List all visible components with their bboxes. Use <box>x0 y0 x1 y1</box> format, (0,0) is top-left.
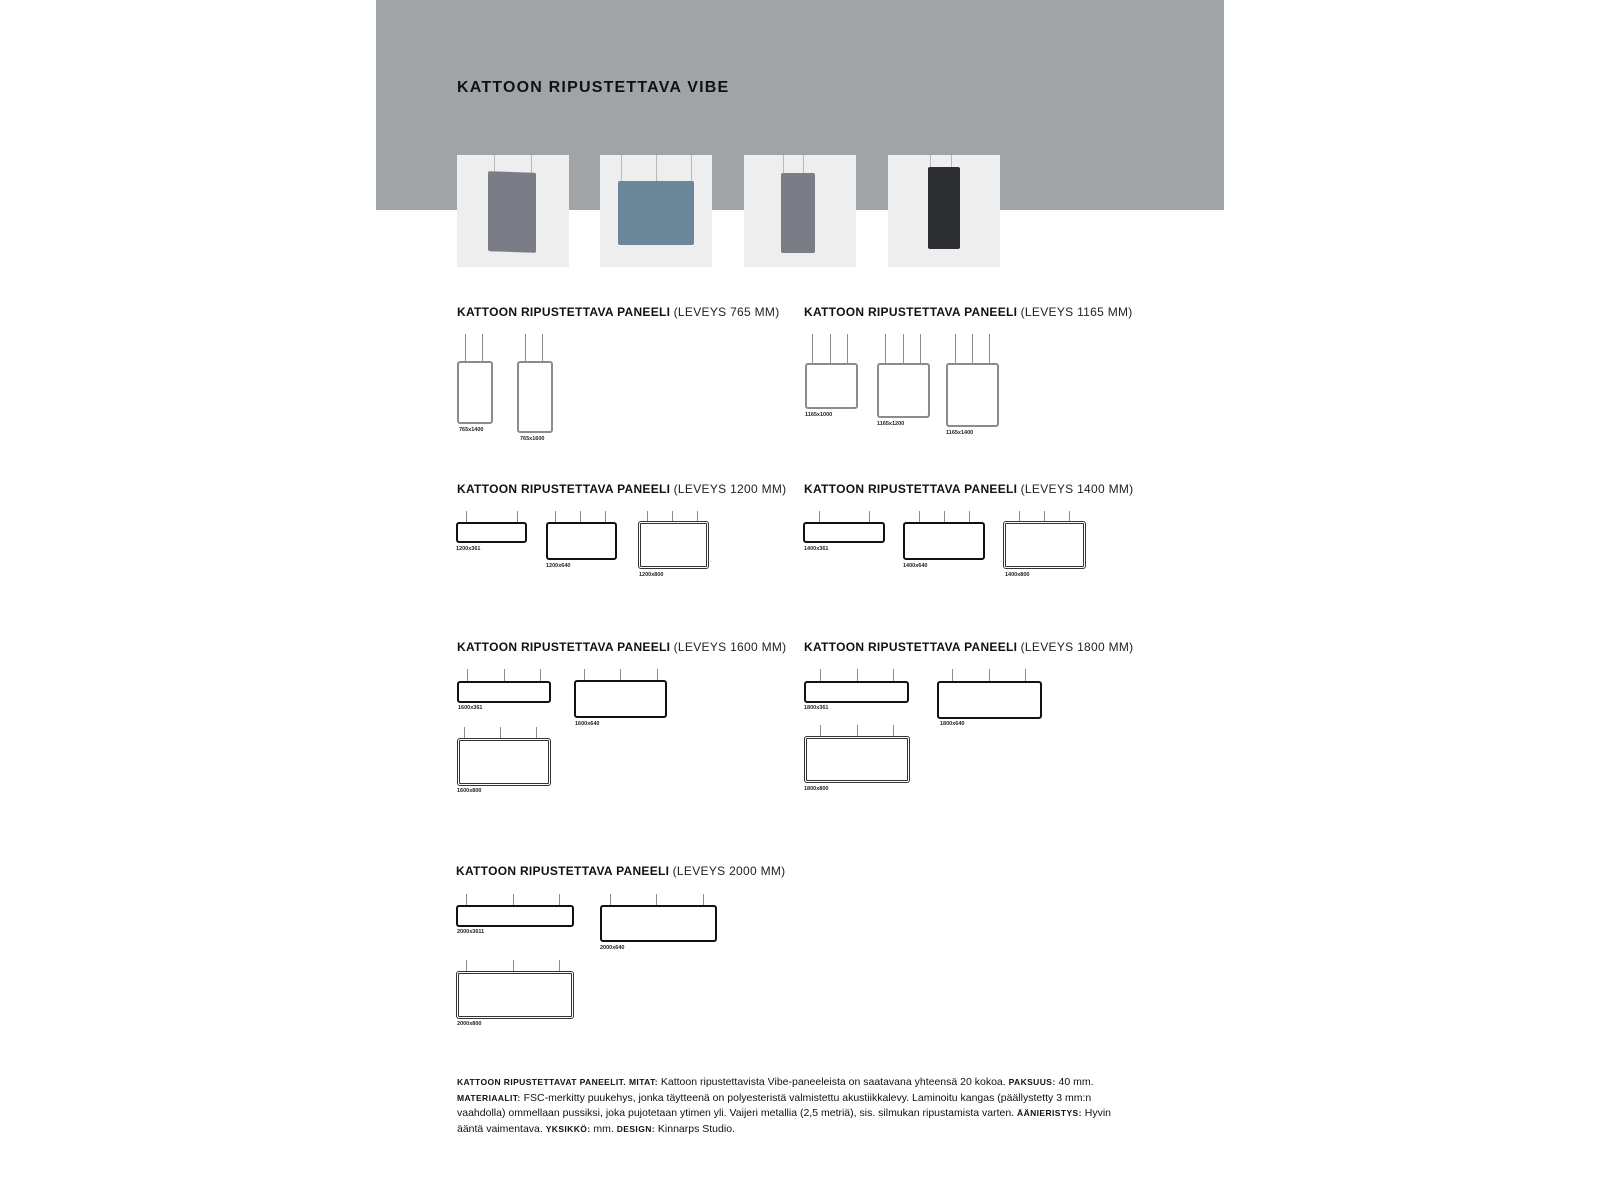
size-label: 2000x800 <box>457 1021 482 1027</box>
panel-1165x1400 <box>946 363 999 427</box>
panel-1200x361 <box>456 522 527 543</box>
size-label: 1165x1200 <box>877 421 905 427</box>
panel-765x1400 <box>457 361 493 424</box>
panel-765x1600 <box>517 361 553 433</box>
panel-1600x361 <box>457 681 551 703</box>
panel-1165x1200 <box>877 363 930 418</box>
panel-1165x1000 <box>805 363 858 409</box>
blue-panel-thumbnail <box>600 155 712 267</box>
panel-1400x800 <box>1003 521 1086 569</box>
size-label: 1400x361 <box>804 546 829 552</box>
section-title-1600: KATTOON RIPUSTETTAVA PANEELI (LEVEYS 1600 MM) <box>457 640 787 654</box>
panel-2000x3611 <box>456 905 574 927</box>
page-title: KATTOON RIPUSTETTAVA VIBE <box>457 79 730 96</box>
section-title-765: KATTOON RIPUSTETTAVA PANEELI (LEVEYS 765 MM) <box>457 305 780 319</box>
section-title-1165: KATTOON RIPUSTETTAVA PANEELI (LEVEYS 1165 MM) <box>804 305 1133 319</box>
panel-1200x640 <box>546 522 617 560</box>
panel-1200x800 <box>638 521 709 569</box>
panel-1800x640 <box>937 681 1042 719</box>
product-description: KATTOON RIPUSTETTAVAT PANEELIT. MITAT: Kattoon ripustettavista Vibe-paneeleista on saatavana yhteensä 20 kokoa. PAKSUUS: 40 mm. MATERIAALIT: FSC-merkitty puukehys, jonka täytteenä on polyesteristä valmistettu akustiikkalevy. Laminoitu kangas (päällystetty 3 mm:n vaahdolla) ommellaan pussiksi, joka pujotetaan ytimen yli. Vaijeri metallia (2,5 metriä), sis. silmukan ripustamista varten. ÄÄNIERISTYS: Hyvin ääntä vaimentava. YKSIKKÖ: mm. DESIGN: Kinnarps Studio. <box>457 1076 1112 1135</box>
panel-1800x361 <box>804 681 909 703</box>
size-label: 1800x800 <box>804 786 829 792</box>
size-label: 1400x800 <box>1005 572 1030 578</box>
size-label: 1600x800 <box>457 788 482 794</box>
grey-narrow-panel-thumbnail <box>744 155 856 267</box>
grey-panel-thumbnail <box>457 155 569 267</box>
size-label: 1165x1000 <box>805 412 833 418</box>
size-label: 1200x640 <box>546 563 571 569</box>
size-label: 1800x361 <box>804 705 829 711</box>
section-title-1200: KATTOON RIPUSTETTAVA PANEELI (LEVEYS 1200 MM) <box>457 482 787 496</box>
size-label: 2000x3611 <box>457 929 485 935</box>
size-label: 1600x361 <box>458 705 483 711</box>
panel-1600x800 <box>457 738 551 786</box>
dark-panel-thumbnail <box>888 155 1000 267</box>
panel-1400x640 <box>903 522 985 560</box>
panel-2000x800 <box>456 971 574 1019</box>
panel-1400x361 <box>803 522 885 543</box>
panel-1600x640 <box>574 680 667 718</box>
panel-1800x800 <box>804 736 910 783</box>
section-title-1400: KATTOON RIPUSTETTAVA PANEELI (LEVEYS 1400 MM) <box>804 482 1134 496</box>
size-label: 1600x640 <box>575 721 600 727</box>
panel-2000x640 <box>600 905 717 942</box>
size-label: 1200x361 <box>456 546 481 552</box>
size-label: 765x1400 <box>459 427 484 433</box>
size-label: 2000x640 <box>600 945 625 951</box>
section-title-1800: KATTOON RIPUSTETTAVA PANEELI (LEVEYS 1800 MM) <box>804 640 1134 654</box>
size-label: 765x1600 <box>520 436 545 442</box>
size-label: 1200x800 <box>639 572 664 578</box>
size-label: 1165x1400 <box>946 430 974 436</box>
section-title-2000: KATTOON RIPUSTETTAVA PANEELI (LEVEYS 2000 MM) <box>456 864 786 878</box>
size-label: 1800x640 <box>940 721 965 727</box>
size-label: 1400x640 <box>903 563 928 569</box>
